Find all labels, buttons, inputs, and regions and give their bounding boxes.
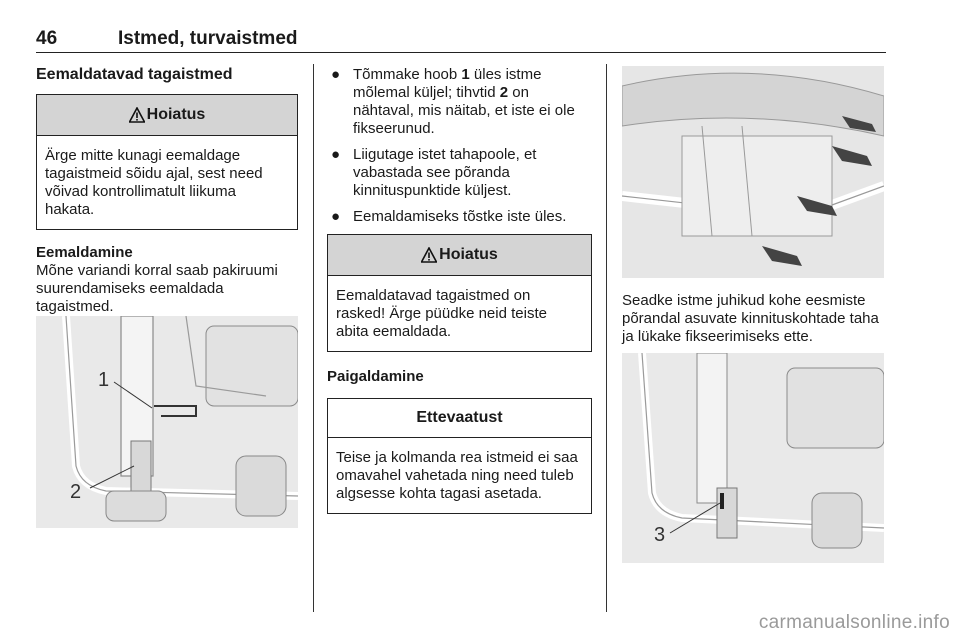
column-left: [36, 62, 298, 316]
figure-label-3: 3: [654, 524, 666, 546]
bullet-icon: ●: [331, 66, 341, 83]
installation-heading: Paigaldamine: [327, 368, 424, 385]
bullet-icon: ●: [331, 208, 341, 225]
page-header: [36, 26, 886, 53]
list-item: ● Liigutage istet tahapoole, et vabastada see põranda kinnituspunktide küljest.: [331, 146, 537, 199]
page-number: 46: [36, 28, 58, 49]
warning-title-text: Hoiatus: [146, 106, 206, 123]
warning-title-text: Hoiatus: [439, 246, 498, 263]
chapter-title: Istmed, turvaistmed: [118, 28, 298, 49]
seat-pin-drawing: [622, 353, 884, 563]
seat-lever-illustration: [36, 316, 298, 528]
caution-box: [327, 398, 592, 514]
warning-triangle-icon: [129, 107, 145, 123]
warning-box: [36, 94, 298, 230]
removal-steps-list: [327, 66, 592, 226]
warning-box: [327, 234, 592, 352]
warning-title: [328, 235, 591, 276]
column-middle: [327, 66, 592, 514]
warning-body: Eemaldatavad tagaistmed on rasked! Ärge püüdke neid teiste abita eemaldada.: [336, 287, 547, 340]
seat-lever-drawing: [36, 316, 298, 528]
warning-title: [37, 95, 297, 136]
bullet-icon: ●: [331, 146, 341, 163]
seat-pin-illustration: [622, 353, 884, 563]
warning-body: Ärge mitte kunagi eemaldage tagaistmeid sõidu ajal, sest need võivad kontrollimatult liikuma hakata.: [45, 147, 263, 218]
caution-body: Teise ja kolmanda rea istmeid ei saa omavahel vahetada ning need tuleb algsesse kohta tagasi asetada.: [336, 449, 578, 502]
seat-guides-drawing: [622, 66, 884, 278]
list-item: ● Tõmmake hoob 1 üles istme mõlemal küljel; tihvtid 2 on nähtaval, mis näitab, et iste ei ole fikseerunud.: [331, 66, 575, 137]
list-item: ● Eemaldamiseks tõstke iste üles.: [331, 208, 567, 225]
figure-label-2: 2: [70, 481, 82, 503]
watermark-text: carmanualsonline.info: [758, 612, 950, 633]
section-title: Eemaldatavad tagaistmed: [36, 66, 233, 83]
column-right: [622, 292, 887, 346]
warning-triangle-icon: [421, 247, 437, 263]
figure-caption: Seadke istme juhikud kohe eesmiste põrandal asuvate kinnituskohtade taha ja lükake fikseerimiseks ette.: [622, 292, 879, 345]
figure-label-1: 1: [98, 369, 110, 391]
column-divider: [606, 64, 607, 612]
caution-title: Ettevaatust: [328, 399, 591, 438]
removal-heading: Eemaldamine: [36, 244, 133, 261]
removal-text: Mõne variandi korral saab pakiruumi suurendamiseks eemaldada tagaistmed.: [36, 262, 278, 315]
seat-guides-illustration: [622, 66, 884, 278]
column-divider: [313, 64, 314, 612]
